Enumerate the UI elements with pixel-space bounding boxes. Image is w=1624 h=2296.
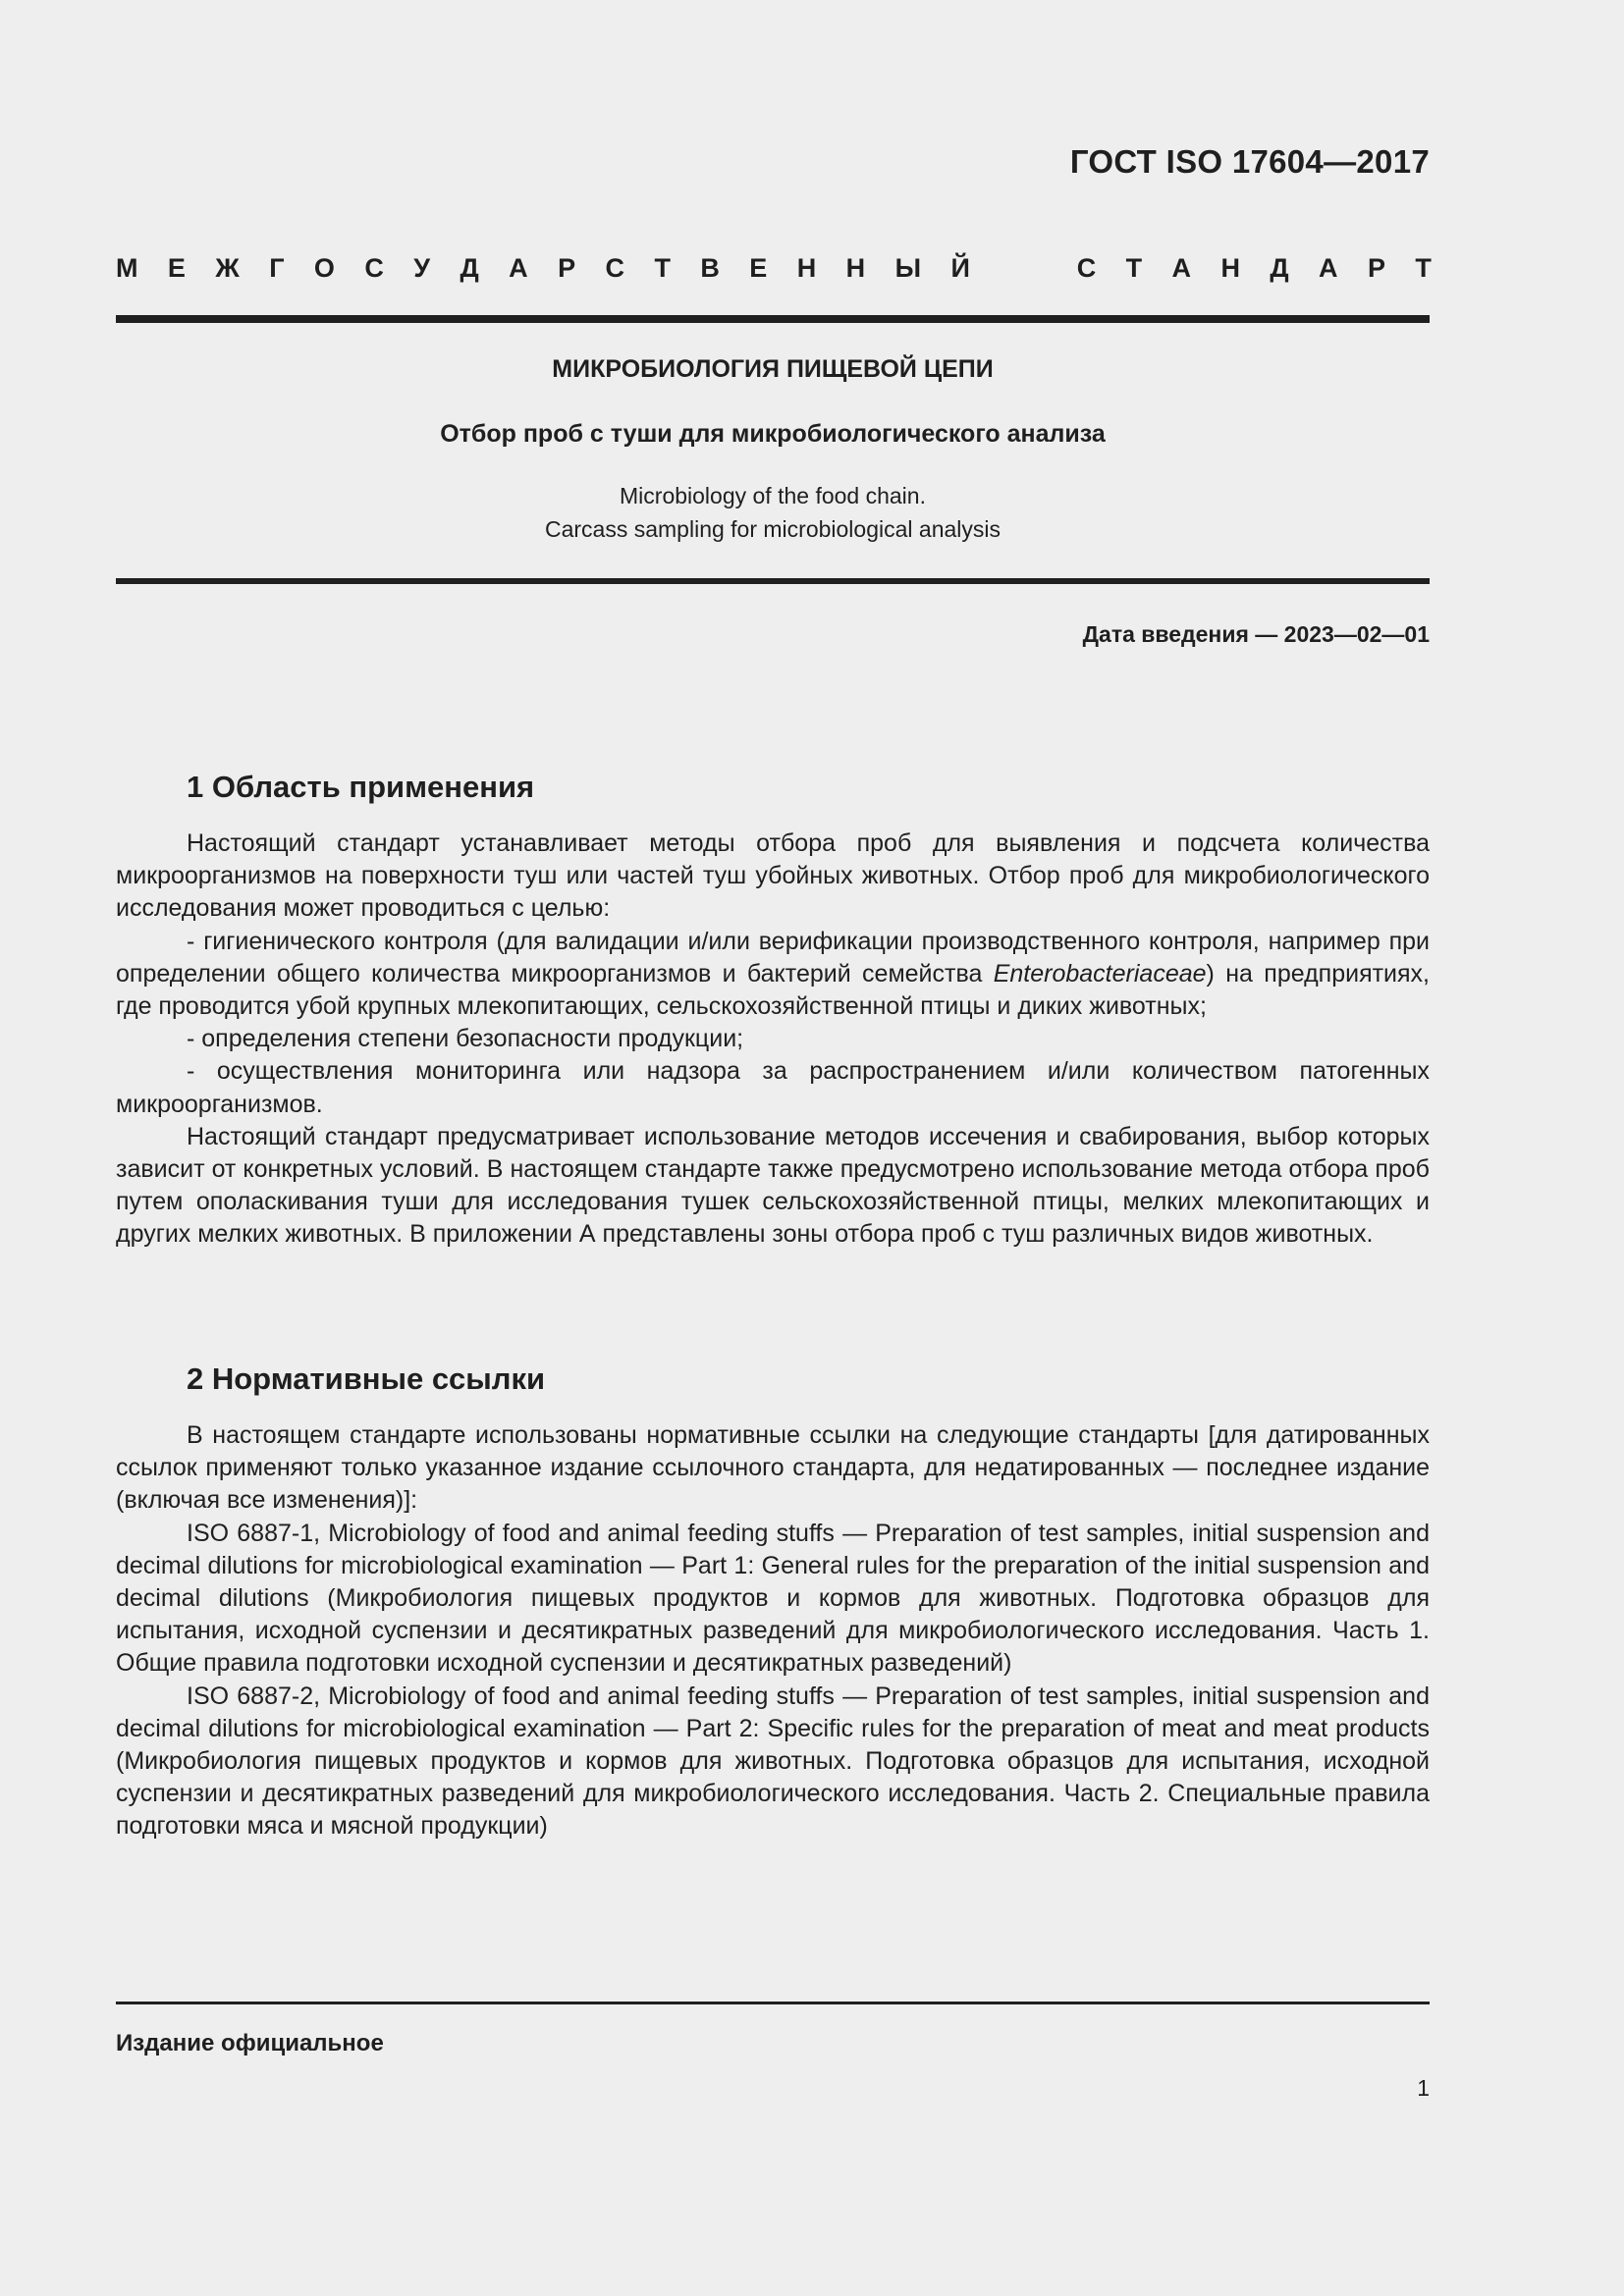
italic-term: Enterobacteriaceae	[993, 959, 1207, 988]
english-title-line-1: Microbiology of the food chain.	[620, 483, 926, 508]
reference-item: ISO 6887-1, Microbiology of food and animal feeding stuffs — Preparation of test samples, initial suspension and decimal dilutions for microbiological examination — Part 1: General rules for the preparation of the initial suspension and decimal dilutions (Микробиология пищевых продуктов и кормов для животных. Подготовка образцов для испытания, исходной суспензии и десятикратных разведений для микробиологического исследования. Часть 1. Общие правила подготовки исходной суспензии и десятикратных разведений)	[116, 1519, 1430, 1678]
type-letter: А	[509, 253, 528, 283]
type-letter: С	[364, 253, 384, 283]
standard-type-line	[116, 253, 1432, 283]
type-letter: Т	[1415, 253, 1432, 283]
section-1-heading: 1 Область применения	[187, 770, 535, 804]
type-letter: Н	[1220, 253, 1240, 283]
type-letter: А	[1319, 253, 1338, 283]
type-letter: Е	[167, 253, 186, 283]
type-letter: Р	[558, 253, 576, 283]
document-subtitle: Отбор проб с туши для микробиологического анализа	[440, 420, 1106, 448]
paragraph: Настоящий стандарт устанавливает методы отбора проб для выявления и подсчета количества микроорганизмов на поверхности туш или частей туш убойных животных. Отбор проб для микробиологического исследования может проводиться с целью:	[116, 829, 1430, 923]
list-item: - осуществления мониторинга или надзора за распространением и/или количеством патогенных микроорганизмов.	[116, 1057, 1430, 1118]
edition-label: Издание официальное	[116, 2030, 384, 2056]
list-item: - гигиенического контроля (для валидации и/или верификации производственного контроля, например при определении общего количества микроорганизмов и бактерий семейства Enterobacteriaceae) на предприятиях, где проводится убой крупных млекопитающих, сельскохозяйственной птицы и диких животных;	[116, 927, 1431, 1021]
header-rule	[116, 315, 1430, 323]
english-title	[116, 479, 1430, 546]
type-letter: В	[700, 253, 720, 283]
type-letter: Д	[460, 253, 479, 283]
page-number: 1	[1417, 2075, 1430, 2101]
type-letter: Ж	[215, 253, 240, 283]
paragraph: В настоящем стандарте использованы нормативные ссылки на следующие стандарты [для датированных ссылок применяют только указанное издание ссылочного стандарта, для недатированных — последнее издание (включая все изменения)]:	[116, 1421, 1430, 1515]
english-title-line-2: Carcass sampling for microbiological analysis	[544, 516, 1001, 542]
type-letter: Г	[269, 253, 285, 283]
type-letter: Й	[950, 253, 970, 283]
type-letter: Р	[1367, 253, 1385, 283]
section-2-body	[116, 1419, 1430, 1843]
standard-designation: ГОСТ ISO 17604—2017	[1069, 143, 1430, 180]
type-letter: О	[313, 253, 335, 283]
type-letter: С	[1076, 253, 1097, 283]
title-rule	[116, 578, 1430, 584]
type-letter: Н	[796, 253, 817, 283]
type-letter: У	[413, 253, 431, 283]
section-1-body	[116, 828, 1430, 1252]
document-title: МИКРОБИОЛОГИЯ ПИЩЕВОЙ ЦЕПИ	[552, 355, 994, 383]
word-gap	[1000, 253, 1047, 283]
type-letter: Н	[845, 253, 866, 283]
type-letter: Е	[749, 253, 768, 283]
reference-item: ISO 6887-2, Microbiology of food and animal feeding stuffs — Preparation of test samples, initial suspension and decimal dilutions for microbiological examination — Part 2: Specific rules for the preparation of meat and meat products (Микробиология пищевых продуктов и кормов для животных. Подготовка образцов для испытания, исходной суспензии и десятикратных разведений для микробиологического исследования. Часть 2. Специальные правила подготовки мяса и мясной продукции)	[116, 1682, 1430, 1841]
paragraph: Настоящий стандарт предусматривает использование методов иссечения и свабирования, выбор которых зависит от конкретных условий. В настоящем стандарте также предусмотрено использование метода отбора проб путем ополаскивания туши для исследования тушек сельскохозяйственной птицы, мелких млекопитающих и других мелких животных. В приложении А представлены зоны отбора проб с туш различных видов животных.	[116, 1122, 1430, 1249]
section-2-heading: 2 Нормативные ссылки	[187, 1362, 546, 1396]
footer-rule	[116, 2002, 1430, 2004]
type-letter: Т	[1125, 253, 1143, 283]
type-letter: Т	[654, 253, 671, 283]
type-letter: М	[116, 253, 138, 283]
type-letter: Ы	[894, 253, 922, 283]
introduction-date: Дата введения — 2023—02—01	[1082, 621, 1430, 647]
type-letter: С	[605, 253, 625, 283]
type-letter: Д	[1270, 253, 1289, 283]
list-item: - определения степени безопасности продукции;	[187, 1025, 744, 1053]
type-letter: А	[1171, 253, 1192, 283]
